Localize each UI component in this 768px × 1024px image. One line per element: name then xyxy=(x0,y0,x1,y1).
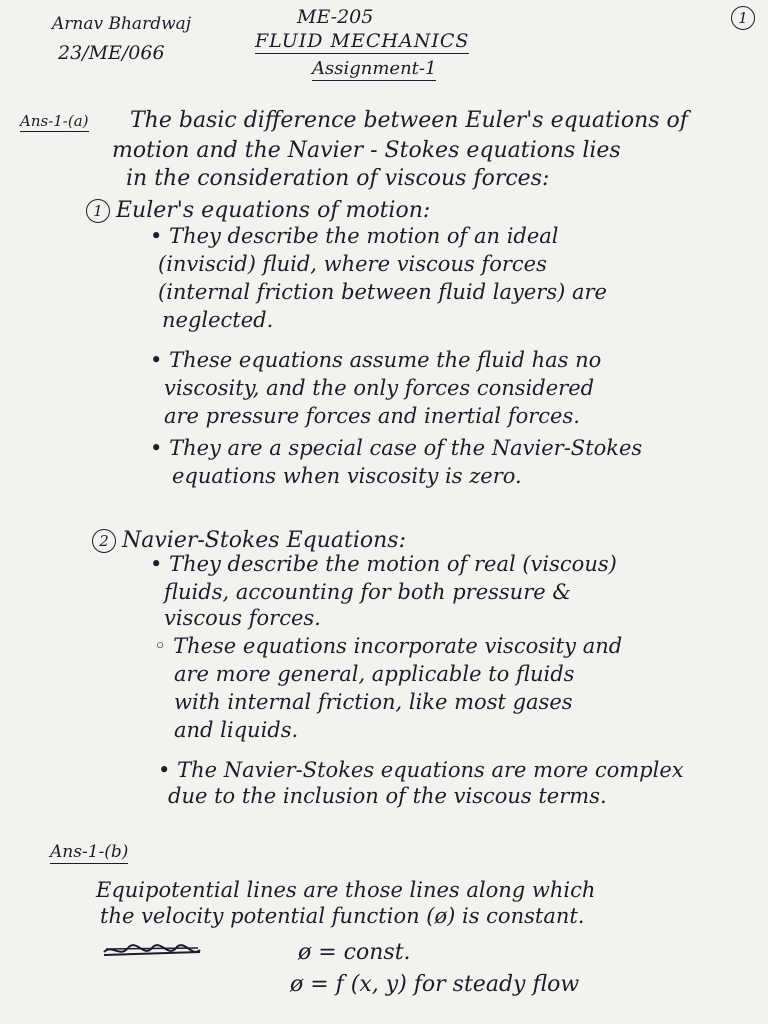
bullet-marker: • xyxy=(150,552,170,576)
intro-line-2: motion and the Navier - Stokes equations lies xyxy=(112,138,621,163)
bullet-text: They describe the motion of real (viscous) xyxy=(169,552,617,576)
bullet-1-1-line-4: neglected. xyxy=(162,308,274,332)
bullet-2-1-line-2: fluids, accounting for both pressure & xyxy=(164,580,572,604)
bullet-2-2-line-2: are more general, applicable to fluids xyxy=(174,662,575,686)
crossed-out-word xyxy=(102,940,202,966)
bullet-2-3-line-1 xyxy=(158,756,684,785)
bullet-marker: • xyxy=(150,348,170,372)
bullet-1-1-line-1 xyxy=(150,222,559,251)
section-2-number: 2 xyxy=(92,529,116,553)
bullet-marker: • xyxy=(150,224,170,248)
bullet-2-2-line-1 xyxy=(154,632,622,661)
roll-number: 23/ME/066 xyxy=(58,42,165,64)
bullet-2-1-line-3: viscous forces. xyxy=(164,606,321,630)
bullet-text: They describe the motion of an ideal xyxy=(169,224,559,248)
bullet-1-2-line-1 xyxy=(150,346,601,375)
bullet-marker: • xyxy=(150,436,170,460)
answer-1b-line-2: the velocity potential function (ø) is constant. xyxy=(100,904,585,928)
bullet-1-2-line-2: viscosity, and the only forces considered xyxy=(164,376,595,400)
section-1-number: 1 xyxy=(86,199,110,223)
intro-line-1: The basic difference between Euler's equations of xyxy=(130,108,688,133)
bullet-2-2-line-3: with internal friction, like most gases xyxy=(174,690,573,714)
assignment-title: Assignment-1 xyxy=(312,58,437,79)
bullet-marker: ◦ xyxy=(154,634,174,658)
bullet-2-1-line-1 xyxy=(150,550,617,579)
bullet-2-2-line-4: and liquids. xyxy=(174,718,299,742)
scribble-mark xyxy=(102,940,202,962)
bullet-1-3-line-1 xyxy=(150,434,642,463)
author-name: Arnav Bhardwaj xyxy=(52,14,192,34)
answer-1b-label: Ans-1-(b) xyxy=(50,842,129,862)
bullet-text: They are a special case of the Navier-Stokes xyxy=(169,436,643,460)
section-1-heading xyxy=(86,196,430,225)
answer-1b-line-1: Equipotential lines are those lines along which xyxy=(96,878,596,902)
bullet-text: These equations assume the fluid has no xyxy=(169,348,602,372)
equation-phi-constant: ø = const. xyxy=(298,940,411,965)
bullet-1-1-line-3: (internal friction between fluid layers) are xyxy=(158,280,607,304)
bullet-text: The Navier-Stokes equations are more complex xyxy=(177,758,684,782)
course-code: ME-205 xyxy=(297,6,374,28)
bullet-1-2-line-3: are pressure forces and inertial forces. xyxy=(164,404,580,428)
bullet-2-3-line-2: due to the inclusion of the viscous terms. xyxy=(168,784,607,808)
section-2-heading-text: Navier-Stokes Equations: xyxy=(122,528,407,553)
section-1-heading-text: Euler's equations of motion: xyxy=(116,198,431,223)
bullet-marker: • xyxy=(158,758,178,782)
page-number: 1 xyxy=(731,6,755,30)
equation-phi-function: ø = f (x, y) for steady flow xyxy=(290,972,580,997)
intro-line-3: in the consideration of viscous forces: xyxy=(126,166,550,191)
course-title: FLUID MECHANICS xyxy=(255,30,470,52)
bullet-text: These equations incorporate viscosity and xyxy=(173,634,623,658)
answer-1a-label: Ans-1-(a) xyxy=(20,112,89,130)
bullet-1-1-line-2: (inviscid) fluid, where viscous forces xyxy=(158,252,547,276)
bullet-1-3-line-2: equations when viscosity is zero. xyxy=(172,464,522,488)
